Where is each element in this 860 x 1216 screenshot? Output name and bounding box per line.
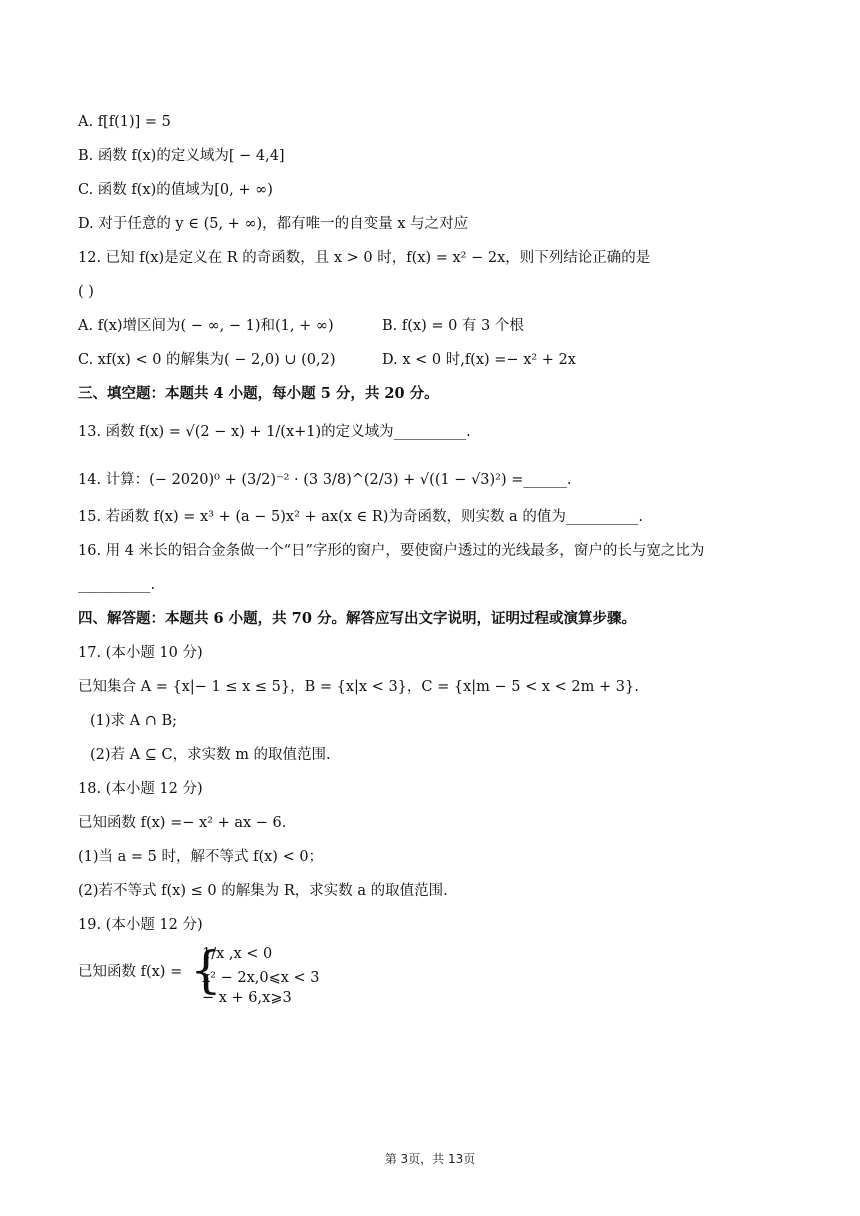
- q17-part1: (1)求 A ∩ B;: [90, 713, 178, 729]
- page-footer: 第 3页，共 13页: [384, 1152, 476, 1166]
- q19-lead: 已知函数 f(x) =: [78, 964, 183, 980]
- q17-title: 17. (本小题 10 分): [78, 645, 203, 661]
- q12-option-d: D. x < 0 时,f(x) =− x² + 2x: [382, 352, 576, 368]
- q18-part1: (1)当 a = 5 时，解不等式 f(x) < 0；: [78, 849, 324, 865]
- q11-option-d: D. 对于任意的 y ∈ (5, + ∞)，都有唯一的自变量 x 与之对应: [78, 216, 469, 232]
- q19-case-3: − x + 6,x⩾3: [202, 990, 292, 1006]
- q12-option-c: C. xf(x) < 0 的解集为( − 2,0) ∪ (0,2): [78, 352, 336, 368]
- q12-option-a: A. f(x)增区间为( − ∞, − 1)和(1, + ∞): [78, 318, 334, 334]
- q17-part2: (2)若 A ⊆ C，求实数 m 的取值范围.: [90, 747, 331, 763]
- q13: 13. 函数 f(x) = √(2 − x) + 1/(x+1)的定义域为__________.: [78, 424, 471, 440]
- q19-case-1: 1/x ,x < 0: [202, 946, 273, 962]
- q19-title: 19. (本小题 12 分): [78, 917, 203, 933]
- q16-line2: __________.: [78, 577, 156, 593]
- q18-part2: (2)若不等式 f(x) ≤ 0 的解集为 R，求实数 a 的取值范围.: [78, 883, 448, 899]
- q19-brace: {: [190, 941, 222, 999]
- q11-option-b: B. 函数 f(x)的定义域为[ − 4,4]: [78, 148, 285, 164]
- q12-option-b: B. f(x) = 0 有 3 个根: [382, 318, 524, 334]
- q11-option-c: C. 函数 f(x)的值域为[0, + ∞): [78, 182, 273, 198]
- q17-stem: 已知集合 A = {x|− 1 ≤ x ≤ 5}，B = {x|x < 3}，C = {x|m − 5 < x < 2m + 3}.: [78, 679, 639, 695]
- q19-case-2: x² − 2x,0⩽x < 3: [202, 970, 320, 986]
- q14: 14. 计算：(− 2020)⁰ + (3/2)⁻² · (3 3/8)^(2/3) + √((1 − √3)²) =______.: [78, 472, 572, 488]
- q11-option-a: A. f[f(1)] = 5: [78, 114, 171, 130]
- q16-line1: 16. 用 4 米长的铝合金条做一个“日”字形的窗户，要使窗户透过的光线最多，窗户的长与宽之比为: [78, 543, 705, 559]
- q12-stem: 12. 已知 f(x)是定义在 R 的奇函数，且 x > 0 时，f(x) = x² − 2x，则下列结论正确的是: [78, 250, 651, 266]
- q15: 15. 若函数 f(x) = x³ + (a − 5)x² + ax(x ∈ R)为奇函数，则实数 a 的值为__________.: [78, 509, 643, 525]
- section-fill-in-heading: 三、填空题：本题共 4 小题，每小题 5 分，共 20 分。: [78, 385, 439, 402]
- q18-title: 18. (本小题 12 分): [78, 781, 203, 797]
- section-answer-heading: 四、解答题：本题共 6 小题，共 70 分。解答应写出文字说明，证明过程或演算步骤。: [78, 610, 636, 627]
- q12-answer-paren: ( ): [78, 284, 94, 300]
- q18-stem: 已知函数 f(x) =− x² + ax − 6.: [78, 815, 287, 831]
